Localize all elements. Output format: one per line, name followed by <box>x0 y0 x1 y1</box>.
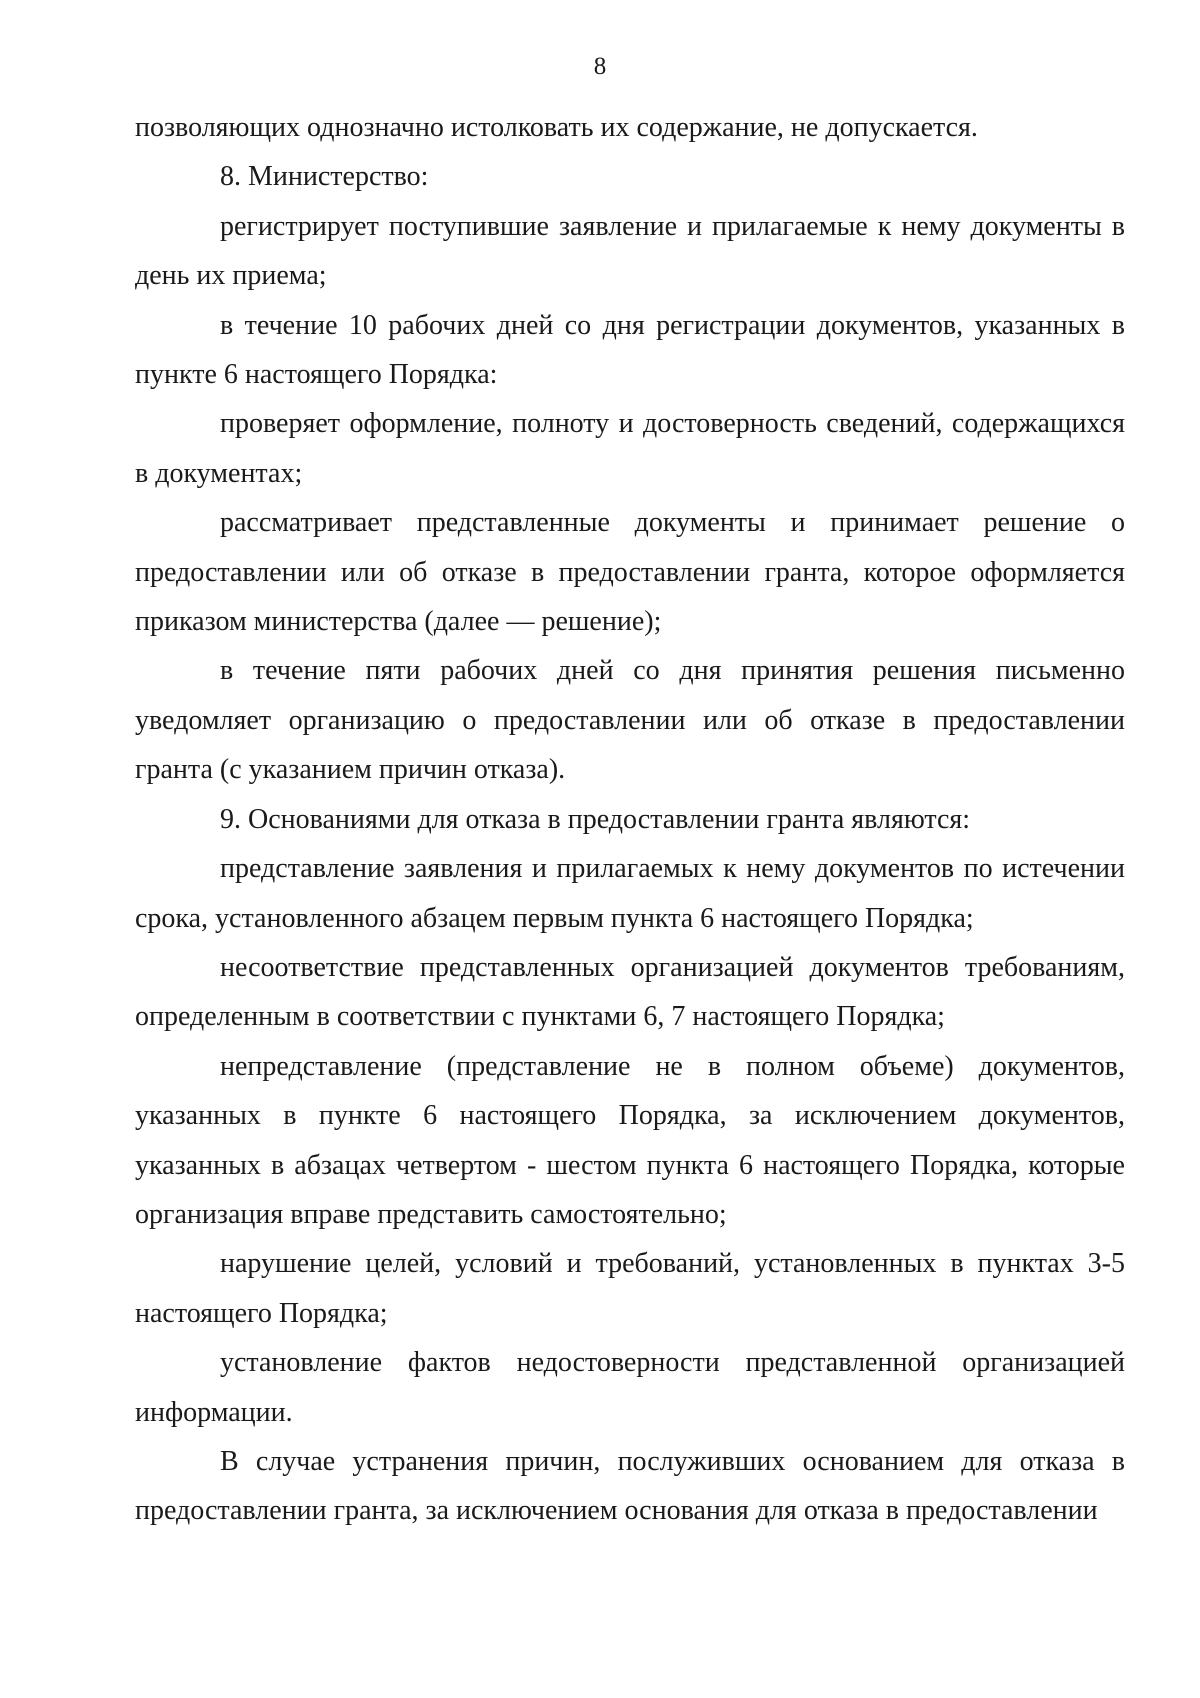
paragraph-item-8-heading: 8. Министерство: <box>220 161 429 193</box>
paragraph-registers: регистрирует поступившие заявление и прилагаемые к нему документы в день их приема; <box>135 210 1125 292</box>
paragraph-continuation: позволяющих однозначно истолковать их содержание, не допускается. <box>135 112 978 143</box>
page-number: 8 <box>593 53 607 80</box>
paragraph-within-10-days: в течение 10 рабочих дней со дня регистрации документов, указанных в пункте 6 настоящего Порядка: <box>135 309 1125 391</box>
paragraph-violation: нарушение целей, условий и требований, установленных в пунктах 3-5 настоящего Порядка; <box>135 1248 1125 1329</box>
document-body <box>135 103 1125 1536</box>
paragraph-noncompliance: несоответствие представленных организацией документов требованиям, определенным в соответствии с пунктами 6, 7 настоящего Порядка; <box>135 951 1125 1033</box>
paragraph-late-submission: представление заявления и прилагаемых к нему документов по истечении срока, установленного абзацем первым пункта 6 настоящего Порядка; <box>135 853 1125 934</box>
paragraph-notifies: в течение пяти рабочих дней со дня принятия решения письменно уведомляет организацию о предоставлении или об отказе в предоставлении гранта (с указанием причин отказа). <box>135 655 1125 786</box>
paragraph-unreliable-info: установление фактов недостоверности представленной организацией информации. <box>135 1347 1125 1428</box>
paragraph-considers: рассматривает представленные документы и принимает решение о предоставлении или об отказе в предоставлении гранта, которое оформляется приказом министерства (далее — решение); <box>135 507 1125 638</box>
paragraph-elimination-of-reasons: В случае устранения причин, послуживших основанием для отказа в предоставлении гранта, за исключением основания для отказа в предоставлении <box>135 1445 1125 1527</box>
paragraph-checks: проверяет оформление, полноту и достоверность сведений, содержащихся в документах; <box>135 408 1125 489</box>
paragraph-nonsubmission: непредставление (представление не в полном объеме) документов, указанных в пункте 6 настоящего Порядка, за исключением документов, указанных в абзацах четвертом - шестом пункта 6 настоящего Порядка, которые организация вправе представить самостоятельно; <box>135 1050 1125 1230</box>
paragraph-item-9-heading: 9. Основаниями для отказа в предоставлении гранта являются: <box>220 803 971 835</box>
